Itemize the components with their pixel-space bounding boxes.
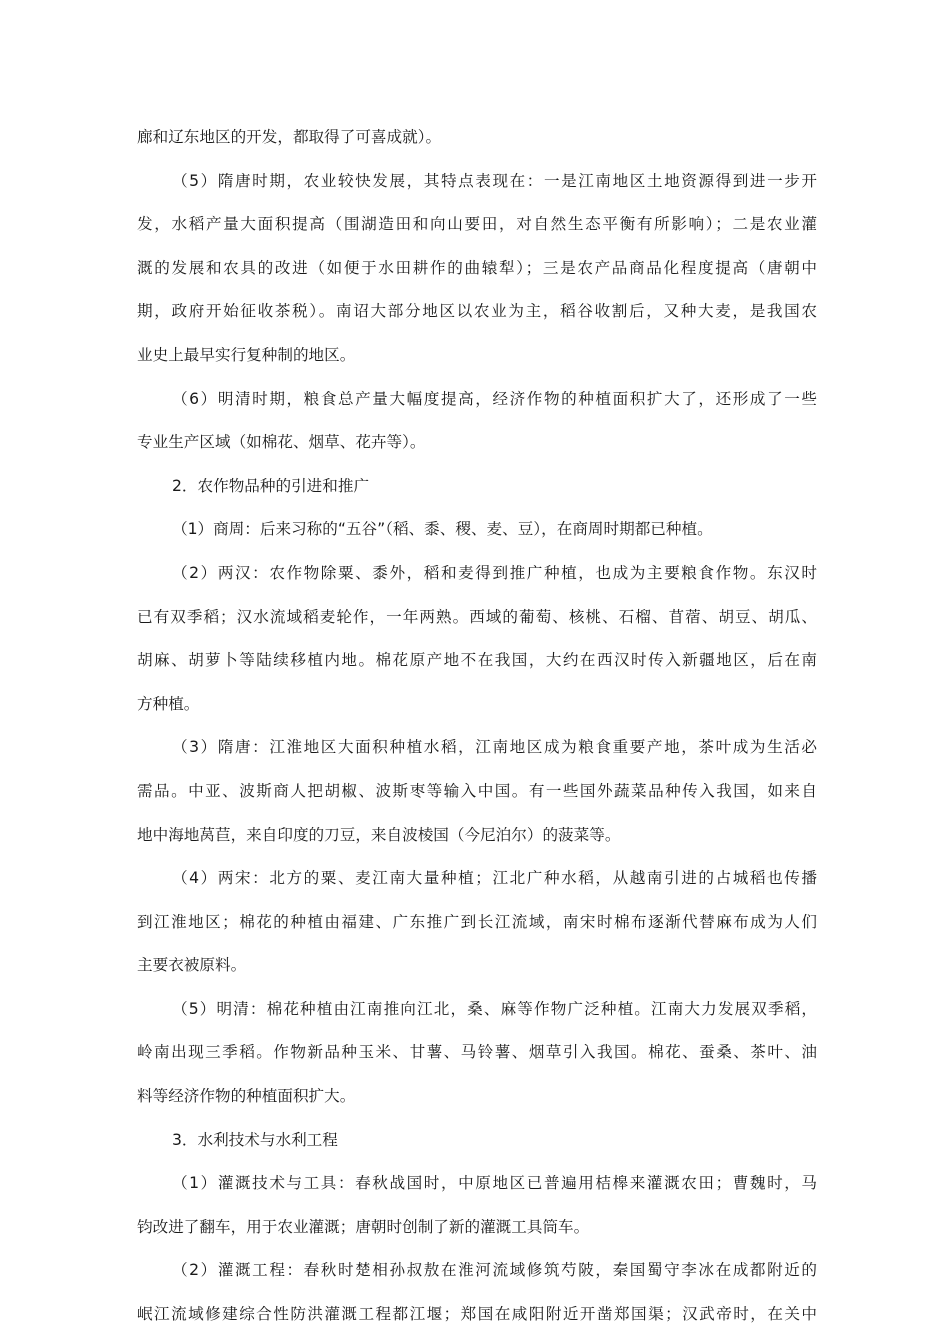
text-line: 3．水利技术与水利工程	[172, 1130, 338, 1149]
text-line: 胡麻、胡萝卜等陆续移植内地。棉花原产地不在我国，大约在西汉时传入新疆地区，后在南	[137, 651, 817, 670]
text-line: （2）灌溉工程：春秋时楚相孙叔敖在淮河流域修筑芍陂，秦国蜀守李冰在成都附近的	[172, 1261, 817, 1280]
text-line: 岭南出现三季稻。作物新品种玉米、甘薯、马铃薯、烟草引入我国。棉花、蚕桑、茶叶、油	[137, 1043, 817, 1062]
text-line: 已有双季稻；汉水流域稻麦轮作，一年两熟。西域的葡萄、核桃、石榴、苜蓿、胡豆、胡瓜、	[137, 607, 817, 626]
text-line: （5）明清：棉花种植由江南推向江北，桑、麻等作物广泛种植。江南大力发展双季稻，	[172, 999, 817, 1018]
text-line: 发，水稻产量大面积提高（围湖造田和向山要田，对自然生态平衡有所影响）；二是农业灌	[137, 215, 817, 234]
text-line: 地中海地莴苣，来自印度的刀豆，来自波棱国（今尼泊尔）的菠菜等。	[137, 825, 621, 844]
text-line: （1）商周：后来习称的“五谷”（稻、黍、稷、麦、豆），在商周时期都已种植。	[172, 520, 713, 539]
text-line: 主要衣被原料。	[137, 956, 247, 975]
text-line: 溉的发展和农具的改进（如便于水田耕作的曲辕犁）；三是农产品商品化程度提高（唐朝中	[137, 258, 817, 277]
text-line: 期，政府开始征收茶税）。南诏大部分地区以农业为主，稻谷收割后，又种大麦，是我国农	[137, 302, 817, 321]
text-line: （2）两汉：农作物除粟、黍外，稻和麦得到推广种植，也成为主要粮食作物。东汉时	[172, 563, 817, 582]
text-line: 方种植。	[137, 694, 200, 713]
text-line: （4）两宋：北方的粟、麦江南大量种植；江北广种水稻，从越南引进的占城稻也传播	[172, 869, 817, 888]
text-line: （3）隋唐：江淮地区大面积种植水稻，江南地区成为粮食重要产地，茶叶成为生活必	[172, 738, 817, 757]
text-line: 钧改进了翻车，用于农业灌溉；唐朝时创制了新的灌溉工具筒车。	[137, 1217, 590, 1236]
document-body	[137, 116, 817, 1337]
text-line: 料等经济作物的种植面积扩大。	[137, 1087, 356, 1106]
text-line: 专业生产区域（如棉花、烟草、花卉等）。	[137, 433, 426, 452]
text-line: （6）明清时期，粮食总产量大幅度提高，经济作物的种植面积扩大了，还形成了一些	[172, 389, 817, 408]
text-line: 2．农作物品种的引进和推广	[172, 476, 370, 495]
text-line: （5）隋唐时期，农业较快发展，其特点表现在：一是江南地区土地资源得到进一步开	[172, 171, 817, 190]
text-line: 到江淮地区；棉花的种植由福建、广东推广到长江流域，南宋时棉布逐渐代替麻布成为人们	[137, 912, 817, 931]
text-line: （1）灌溉技术与工具：春秋战国时，中原地区已普遍用桔槔来灌溉农田；曹魏时，马	[172, 1174, 817, 1193]
text-line: 岷江流域修建综合性防洪灌溉工程都江堰；郑国在咸阳附近开凿郑国渠；汉武帝时，在关中	[137, 1305, 817, 1324]
text-line: 廊和辽东地区的开发，都取得了可喜成就）。	[137, 128, 442, 146]
text-line: 需品。中亚、波斯商人把胡椒、波斯枣等输入中国。有一些国外蔬菜品种传入我国，如来自	[137, 781, 817, 800]
text-line: 业史上最早实行复种制的地区。	[137, 345, 356, 364]
